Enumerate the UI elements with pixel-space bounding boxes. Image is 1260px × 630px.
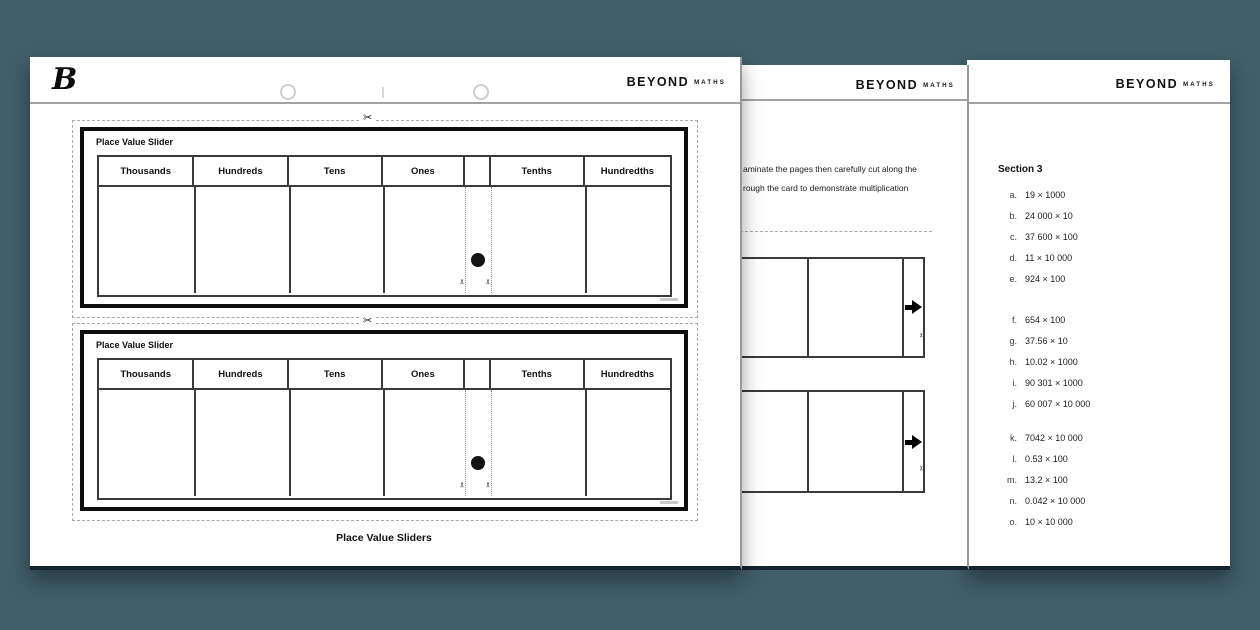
section-title: Section 3: [998, 164, 1043, 175]
brand-sub: MATHS: [923, 83, 955, 89]
decimal-point-dot: [471, 253, 485, 267]
center-tick-mark: [382, 87, 384, 98]
exercise-item: e. 924 × 100: [1009, 273, 1066, 284]
col-header-tenths: Tenths: [491, 157, 585, 185]
col-header-tenths: Tenths: [491, 360, 585, 388]
brand-sub: MATHS: [1183, 82, 1215, 88]
col-header-tens: Tens: [289, 157, 383, 185]
exercise-item: m. 13.2 × 100: [1007, 474, 1068, 485]
col-header-tens: Tens: [289, 360, 383, 388]
col-header-hundreds: Hundreds: [194, 157, 288, 185]
column-divider: [289, 187, 291, 293]
brand-name: BEYOND: [1115, 77, 1179, 91]
punch-hole-circle: [473, 84, 489, 100]
col-header-decimal-slot: [465, 157, 491, 185]
table-body: [99, 390, 670, 496]
scissors-icon: ✂: [459, 278, 467, 285]
exercise-group-3: [1005, 427, 1085, 532]
strip-divider: [902, 259, 904, 356]
footer-mark: [660, 501, 678, 504]
brand-sub: MATHS: [694, 80, 726, 86]
brand-name: BEYOND: [626, 75, 690, 89]
exercise-item: b. 24 000 × 10: [1009, 210, 1073, 221]
strip-divider: [807, 392, 809, 491]
cut-slit-dashed-line: [465, 390, 466, 496]
punch-hole-circle: [280, 84, 296, 100]
page-caption: Place Value Sliders: [336, 532, 432, 544]
footer-mark: [660, 298, 678, 301]
table-header-row: [99, 360, 670, 390]
slider-strip-template-2: [740, 390, 925, 493]
col-header-ones: Ones: [383, 360, 465, 388]
exercise-group-2: [1005, 309, 1090, 414]
cut-slit-dashed-line: [491, 390, 492, 496]
exercise-item: k. 7042 × 10 000: [1009, 432, 1083, 443]
instructions-line: rough the card to demonstrate multiplication: [743, 183, 909, 193]
exercise-item: o. 10 × 10 000: [1009, 516, 1073, 527]
exercise-item: a. 19 × 1000: [1009, 189, 1066, 200]
exercise-group-1: [1005, 184, 1078, 289]
instructions-text: [743, 160, 948, 198]
right-arrow-icon: [905, 435, 922, 449]
scissors-icon: ✂: [919, 332, 926, 338]
strip-divider: [807, 259, 809, 356]
header-divider: [740, 99, 967, 101]
brand-wordmark: [1116, 77, 1215, 91]
worksheet-page-1: [30, 57, 742, 570]
column-divider: [383, 390, 385, 496]
worksheet-page-3: [967, 60, 1230, 570]
column-divider: [194, 390, 196, 496]
col-header-ones: Ones: [383, 157, 465, 185]
slider-box-title: Place Value Slider: [96, 137, 174, 147]
column-divider: [383, 187, 385, 293]
beyond-logo-icon: B: [52, 62, 78, 97]
scissors-icon: ✂: [485, 278, 493, 285]
exercise-item: n. 0.042 × 10 000: [1009, 495, 1086, 506]
place-value-slider-box-2: [80, 330, 688, 511]
slider-strip-template-1: [740, 257, 925, 358]
scissors-icon: ✂: [459, 481, 467, 488]
scissors-icon: ✂: [363, 112, 373, 124]
scissors-icon: ✂: [919, 465, 926, 471]
exercise-item: f. 654 × 100: [1011, 314, 1066, 325]
cut-line-dashed: [740, 231, 932, 232]
col-header-hundredths: Hundredths: [600, 368, 655, 380]
col-header-decimal-slot: [465, 360, 491, 388]
cut-slit-dashed-line: [491, 187, 492, 293]
brand-wordmark: [856, 78, 955, 92]
header-divider: [30, 102, 740, 104]
worksheet-page-2: [740, 65, 969, 570]
cut-slit-dashed-line: [465, 187, 466, 293]
exercise-item: j. 60 007 × 10 000: [1012, 398, 1091, 409]
column-divider: [194, 187, 196, 293]
column-divider: [289, 390, 291, 496]
right-arrow-icon: [905, 300, 922, 314]
place-value-table: [97, 155, 672, 297]
brand-wordmark: [627, 75, 726, 89]
scissors-icon: ✂: [485, 481, 493, 488]
column-divider: [585, 187, 587, 293]
col-header-hundreds: Hundreds: [194, 360, 288, 388]
brand-name: BEYOND: [855, 78, 919, 92]
exercise-item: h. 10.02 × 1000: [1009, 356, 1078, 367]
header-divider: [967, 102, 1230, 104]
col-header-thousands: Thousands: [99, 157, 194, 185]
exercise-item: d. 11 × 10 000: [1009, 252, 1073, 263]
slider-box-title: Place Value Slider: [96, 340, 174, 350]
col-header-hundredths: Hundredths: [600, 165, 655, 177]
strip-divider: [902, 392, 904, 491]
instructions-line: aminate the pages then carefully cut along the: [743, 164, 917, 174]
exercise-item: i. 90 301 × 1000: [1012, 377, 1083, 388]
decimal-point-dot: [471, 456, 485, 470]
place-value-table: [97, 358, 672, 500]
column-divider: [585, 390, 587, 496]
place-value-slider-box-1: [80, 127, 688, 308]
scissors-icon: ✂: [363, 315, 373, 327]
exercise-item: c. 37 600 × 100: [1009, 231, 1078, 242]
exercise-item: l. 0.53 × 100: [1012, 453, 1068, 464]
table-header-row: [99, 157, 670, 187]
col-header-thousands: Thousands: [99, 360, 194, 388]
table-body: [99, 187, 670, 293]
exercise-item: g. 37.56 × 10: [1009, 335, 1068, 346]
